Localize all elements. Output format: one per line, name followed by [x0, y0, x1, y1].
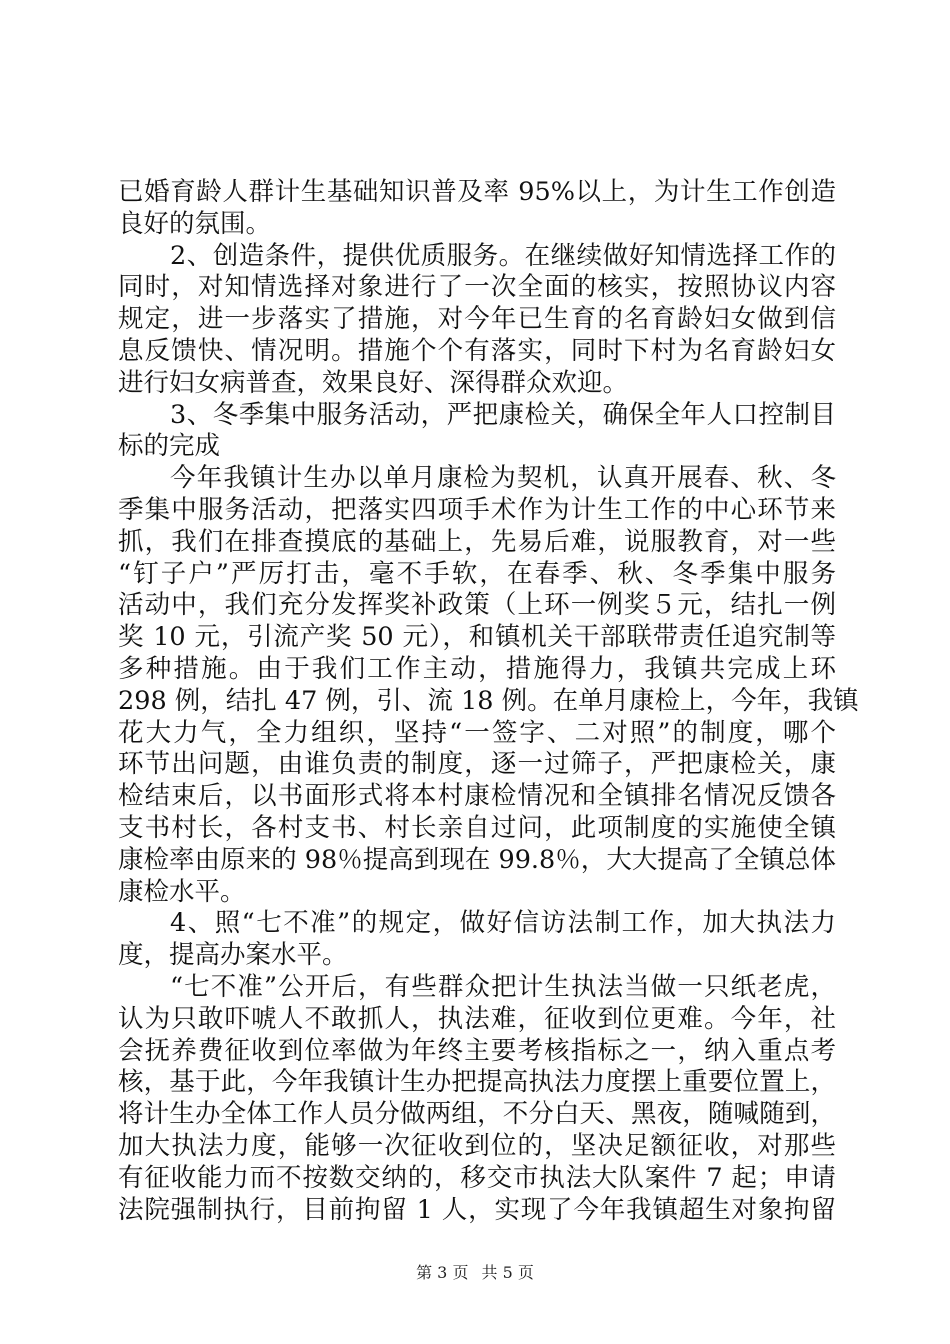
text-line: 进行妇女病普查，效果良好、深得群众欢迎。	[118, 367, 629, 398]
text-line: 加大执法力度，能够一次征收到位的，坚决足额征收，对那些	[118, 1130, 836, 1161]
text-line: 奖 10 元，引流产奖 50 元），和镇机关干部联带责任追究制等	[118, 622, 836, 653]
text-line: 298 例，结扎 47 例，引、流 18 例。在单月康检上，今年，我镇	[118, 685, 859, 716]
text-line: 检结束后，以书面形式将本村康检情况和全镇排名情况反馈各	[118, 781, 836, 812]
text-line: 环节出问题，由谁负责的制度，逐一过筛子，严把康检关，康	[118, 749, 836, 780]
text-line: 良好的氛围。	[118, 208, 272, 239]
page-footer	[0, 1260, 950, 1283]
text-line: 活动中，我们充分发挥奖补政策（上环一例奖５元，结扎一例	[118, 590, 836, 621]
document-body	[118, 177, 859, 1226]
text-line: 3、冬季集中服务活动，严把康检关，确保全年人口控制目	[170, 399, 836, 430]
text-line: 康检率由原来的 98％提高到现在 99.8％，大大提高了全镇总体	[118, 844, 836, 875]
text-line: 季集中服务活动，把落实四项手术作为计生工作的中心环节来	[118, 494, 836, 525]
text-line: “钉子户”严厉打击，毫不手软，在春季、秋、冬季集中服务	[118, 558, 836, 589]
text-line: 花大力气，全力组织，坚持“一签字、二对照”的制度，哪个	[118, 717, 836, 748]
page-number: 第 3 页	[416, 1263, 469, 1282]
text-line: 将计生办全体工作人员分做两组，不分白天、黑夜，随喊随到，	[118, 1099, 836, 1130]
page-total: 共 5 页	[481, 1263, 534, 1282]
text-line: 同时，对知情选择对象进行了一次全面的核实，按照协议内容	[118, 272, 836, 303]
text-line: 4、照“七不准”的规定，做好信访法制工作，加大执法力	[170, 908, 836, 939]
text-line: 有征收能力而不按数交纳的，移交市执法大队案件 7 起；申请	[118, 1162, 836, 1193]
text-line: 康检水平。	[118, 876, 246, 907]
text-line: 2、创造条件，提供优质服务。在继续做好知情选择工作的	[170, 240, 836, 271]
text-line: 抓，我们在排查摸底的基础上，先易后难，说服教育，对一些	[118, 526, 836, 557]
text-line: “七不准”公开后，有些群众把计生执法当做一只纸老虎，	[170, 971, 836, 1002]
text-line: 已婚育龄人群计生基础知识普及率 95%以上，为计生工作创造	[118, 177, 836, 207]
text-line: 规定，进一步落实了措施，对今年已生育的名育龄妇女做到信	[118, 304, 836, 335]
text-line: 核，基于此，今年我镇计生办把提高执法力度摆上重要位置上，	[118, 1067, 836, 1098]
text-line: 支书村长，各村支书、村长亲自过问，此项制度的实施使全镇	[118, 812, 836, 843]
text-line: 标的完成	[118, 431, 221, 462]
text-line: 认为只敢吓唬人不敢抓人，执法难，征收到位更难。今年，社	[118, 1003, 836, 1034]
text-line: 法院强制执行，目前拘留 1 人，实现了今年我镇超生对象拘留	[118, 1194, 836, 1225]
text-line: 多种措施。由于我们工作主动，措施得力，我镇共完成上环	[118, 653, 836, 684]
text-line: 息反馈快、情况明。措施个个有落实，同时下村为名育龄妇女	[118, 335, 836, 366]
text-line: 今年我镇计生办以单月康检为契机，认真开展春、秋、冬	[170, 463, 836, 494]
text-line: 度，提高办案水平。	[118, 940, 348, 971]
text-line: 会抚养费征收到位率做为年终主要考核指标之一，纳入重点考	[118, 1035, 836, 1066]
